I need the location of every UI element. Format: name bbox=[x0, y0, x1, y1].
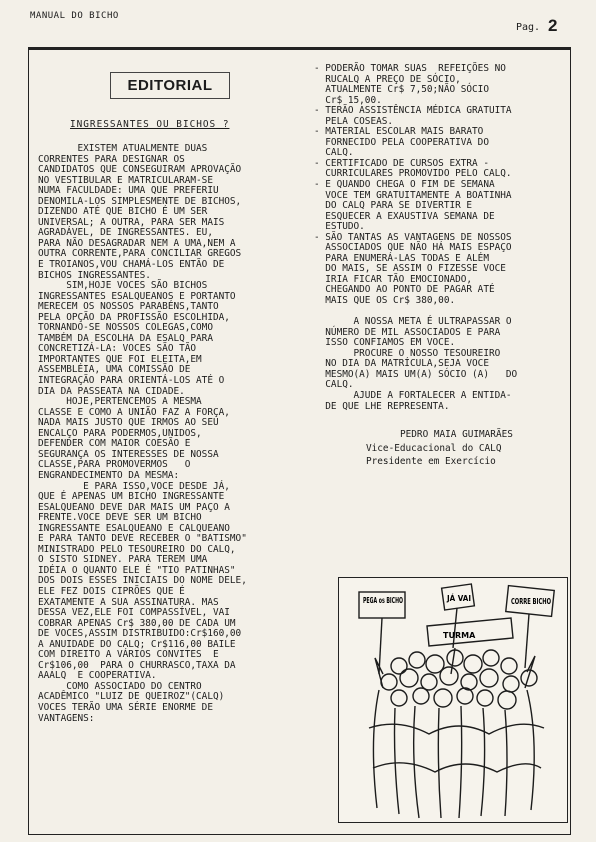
banner-text: TURMA bbox=[443, 631, 476, 640]
sign-mid-pole bbox=[453, 608, 457, 648]
left-body-text: EXISTEM ATUALMENTE DUAS CORRENTES PARA DESIGNAR OS CANDIDATOS QUE CONSEGUIRAM APROVAÇÃO NO VESTIBULAR E MATRICULARAM-SE NUMA FACULDADE: UMA QUE PREFERIU DENOMILA-LOS SIMPLESMENTE DE BICHOS, DIZENDO ATÉ QUE BICHO É UM SER UNIVERSAL; A OUTRA, PARA SER MAIS AGRADÁVEL, DE INGRESSANTES. EU, PARA NÃO DESAGRADAR NEM A UMA,NEM A OUTRA CORRENTE,PARA CONCILIAR GREGOS E TROIANOS,VOU CHAMÁ-LOS ENTÃO DE BICHOS INGRESSANTES. SIM,HOJE VOCES SÃO BICHOS INGRESSANTES ESALQUEANOS E PORTANTO MERECEM OS NOSSOS PARABÉNS,TANTO PELA OPÇÃO DA PROFISSÃO ESCOLHIDA, TORNANDO-SE NOSSOS COLEGAS,COMO TAMBÉM DA ESCOLHA DA ESALQ PARA CONCRETIZÁ-LA: VOCES SÃO TÃO IMPORTANTES QUE FOI ELEITA,EM ASSEMBLÉIA, UMA COMISSÃO DE INTEGRAÇÃO PARA ORIENTÁ-LOS ATÉ O DIA DA PASSEATA NA CIDADE. HOJE,PERTENCEMOS A MESMA CLASSE E COMO A UNIÃO FAZ A FORÇA, NADA MAIS JUSTO QUE IRMOS AO SEU ENCALÇO PARA PODERMOS,UNIDOS, DEFENDER COM MAIOR COESÃO E SEGURANÇA OS INTERESSES DE NOSSA CLASSE,PARA PROMOVERMOS O ENGRANDECIMENTO DA MESMA: E PARA ISSO,VOCE DESDE JÁ, QUE É APENAS UM BICHO INGRESSANTE ESALQUEANO DEVE DAR MAIS UM PAÇO A FRENTE.VOCE DEVE SER UM BICHO INGRESSANTE ESALQUEANO E CALQUEANO E PARA TANTO DEVE RECEBER O "BATISMO" MINISTRADO PELO TESOUREIRO DO CALQ, O SISTO SIDNEY. PARA TEREM UMA IDÉIA O QUANTO ELE É "TIO PATINHAS" DOS DOIS ESSES INICIAIS DO NOME DELE, ELE FEZ DOIS CIPRÕES QUE É EXATAMENTE A SUA ASSINATURA. MAS DESSA VEZ,ELE FOI COMPASSÍVEL, VAI COBRAR APENAS Cr$ 380,00 DE CADA UM DE VOCES,ASSIM DISTRIBUIDO:Cr$160,00 A ANUIDADE DO CALQ; Cr$116,00 BAILE COM DIREITO A VÁRIOS CONVITES E Cr$106,00 PARA O CHURRASCO,TAXA DA AAALQ E COOPERATIVA. COMO ASSOCIADO DO CENTRO ACADÊMICO "LUIZ DE QUEIROZ"(CALQ) VOCES TERÃO UMA SÉRIE ENORME DE VANTAGENS: bbox=[38, 143, 247, 724]
right-column bbox=[314, 64, 574, 469]
sign-mid-text: JÁ VAI bbox=[447, 594, 474, 603]
cartoon-drawing bbox=[339, 578, 569, 824]
editorial-title: EDITORIAL bbox=[110, 72, 230, 99]
cartoon-illustration bbox=[338, 577, 568, 823]
editorial-subtitle: INGRESSANTES OU BICHOS ? bbox=[70, 119, 230, 130]
sign-left-text: PEGA os BICHO bbox=[363, 596, 404, 605]
sign-right-pole bbox=[525, 614, 529, 668]
signature-role-1: Vice-Educacional do CALQ bbox=[366, 442, 502, 454]
left-column bbox=[38, 64, 306, 724]
signature-name: PEDRO MAIA GUIMARÃES bbox=[400, 429, 513, 441]
page-label: Pag. bbox=[516, 22, 541, 33]
sign-right-text: CORRE BICHO bbox=[511, 597, 552, 606]
signature-block bbox=[314, 428, 574, 469]
signature-role-2: Presidente em Exercício bbox=[366, 456, 496, 468]
header-manual-title: MANUAL DO BICHO bbox=[30, 11, 119, 21]
right-body-text: - PODERÃO TOMAR SUAS REFEIÇÕES NO RUCALQ A PREÇO DE SÓCIO, ATUALMENTE Cr$ 7,50;NÃO SÓCIO Cr$ 15,00. - TERÃO ASSISTÊNCIA MÉDICA GRATUITA PELA COSEAS. - MATERIAL ESCOLAR MAIS BARATO FORNECIDO PELA COOPERATIVA DO CALQ. - CERTIFICADO DE CURSOS EXTRA - CURRICULARES PROMOVIDO PELO CALQ. - E QUANDO CHEGA O FIM DE SEMANA VOCE TEM GRATUITAMENTE A BOATINHA DO CALQ PARA SE DIVERTIR E ESQUECER A EXAUSTIVA SEMANA DE ESTUDO. - SÃO TANTAS AS VANTAGENS DE NOSSOS ASSOCIADOS QUE NÃO HÁ MAIS ESPAÇO PARA ENUMERÁ-LAS TODAS E ALÉM DO MAIS, SE ASSIM O FIZESSE VOCE IRIA FICAR TÃO EMOCIONADO, CHEGANDO AO PONTO DE PAGAR ATÉ MAIS QUE OS Cr$ 380,00. A NOSSA META É ULTRAPASSAR O NÚMERO DE MIL ASSOCIADOS E PARA ISSO CONFIAMOS EM VOCE. PROCURE O NOSSO TESOUREIRO NO DIA DA MATRÍCULA,SEJA VOCE MESMO(A) MAIS UM(A) SÓCIO (A) DO CALQ. AJUDE A FORTALECER A ENTIDA- DE QUE LHE REPRESENTA. bbox=[314, 63, 518, 412]
page-number: 2 bbox=[548, 16, 558, 35]
